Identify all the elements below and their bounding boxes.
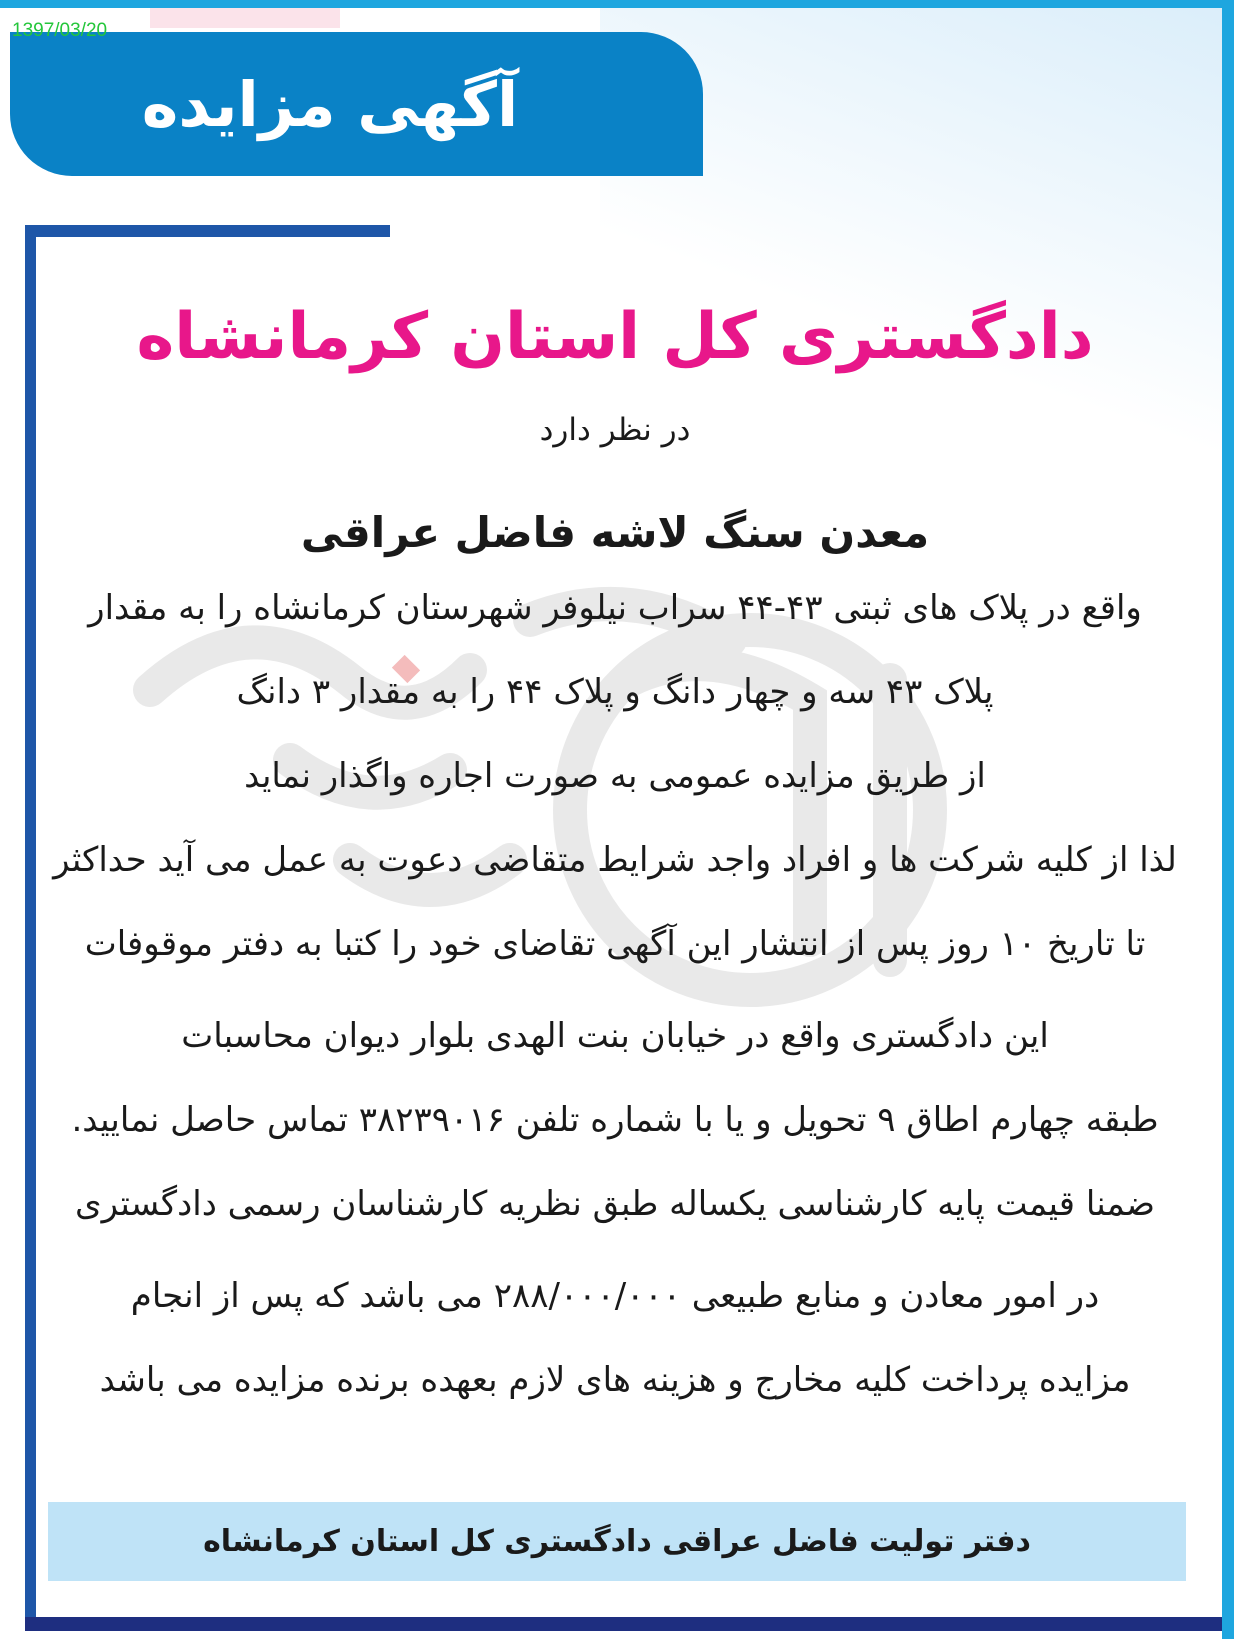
body-line-9: در امور معادن و منابع طبیعی ۲۸۸/۰۰۰/۰۰۰ می باشد که پس از انجام <box>130 1276 1100 1316</box>
organization-title: دادگستری کل استان کرمانشاه <box>136 300 1094 374</box>
frame-left-bar <box>25 235 36 1630</box>
header-title: آگهی مزایده <box>141 67 519 141</box>
frame-bottom-bar <box>25 1617 1222 1631</box>
body-line-8: ضمنا قیمت پایه کارشناسی یکساله طبق نظریه کارشناسان رسمی دادگستری <box>74 1184 1156 1224</box>
pink-corner-tint <box>150 8 340 28</box>
footer-signature: دفتر تولیت فاضل عراقی دادگستری کل استان کرمانشاه <box>48 1502 1186 1581</box>
intro-text: در نظر دارد <box>539 412 691 448</box>
body-line-7: طبقه چهارم اطاق ۹ تحویل و یا با شماره تلفن ۳۸۲۳۹۰۱۶ تماس حاصل نمایید. <box>71 1100 1159 1140</box>
date-stamp: 1397/03/20 <box>12 20 108 41</box>
body-line-3: از طریق مزایده عمومی به صورت اجاره واگذار نماید <box>244 756 986 796</box>
right-border-strip <box>1222 0 1234 1639</box>
watermark-logo-icon <box>110 560 1010 1040</box>
subject-title: معدن سنگ لاشه فاضل عراقی <box>300 508 930 557</box>
frame-top-bar <box>25 225 390 237</box>
body-line-5: تا تاریخ ۱۰ روز پس از انتشار این آگهی تقاضای خود را کتبا به دفتر موقوفات <box>84 924 1146 964</box>
body-line-2: پلاک ۴۳ سه و چهار دانگ و پلاک ۴۴ را به مقدار ۳ دانگ <box>236 672 994 712</box>
body-line-6: این دادگستری واقع در خیابان بنت الهدی بلوار دیوان محاسبات <box>181 1016 1049 1056</box>
top-border-strip <box>0 0 1234 8</box>
body-line-4: لذا از کلیه شرکت ها و افراد واجد شرایط متقاضی دعوت به عمل می آید حداکثر <box>53 840 1177 880</box>
body-line-1: واقع در پلاک های ثبتی ۴۳-۴۴ سراب نیلوفر شهرستان کرمانشاه را به مقدار <box>88 588 1142 628</box>
body-line-10: مزایده پرداخت کلیه مخارج و هزینه های لازم بعهده برنده مزایده می باشد <box>99 1360 1131 1400</box>
